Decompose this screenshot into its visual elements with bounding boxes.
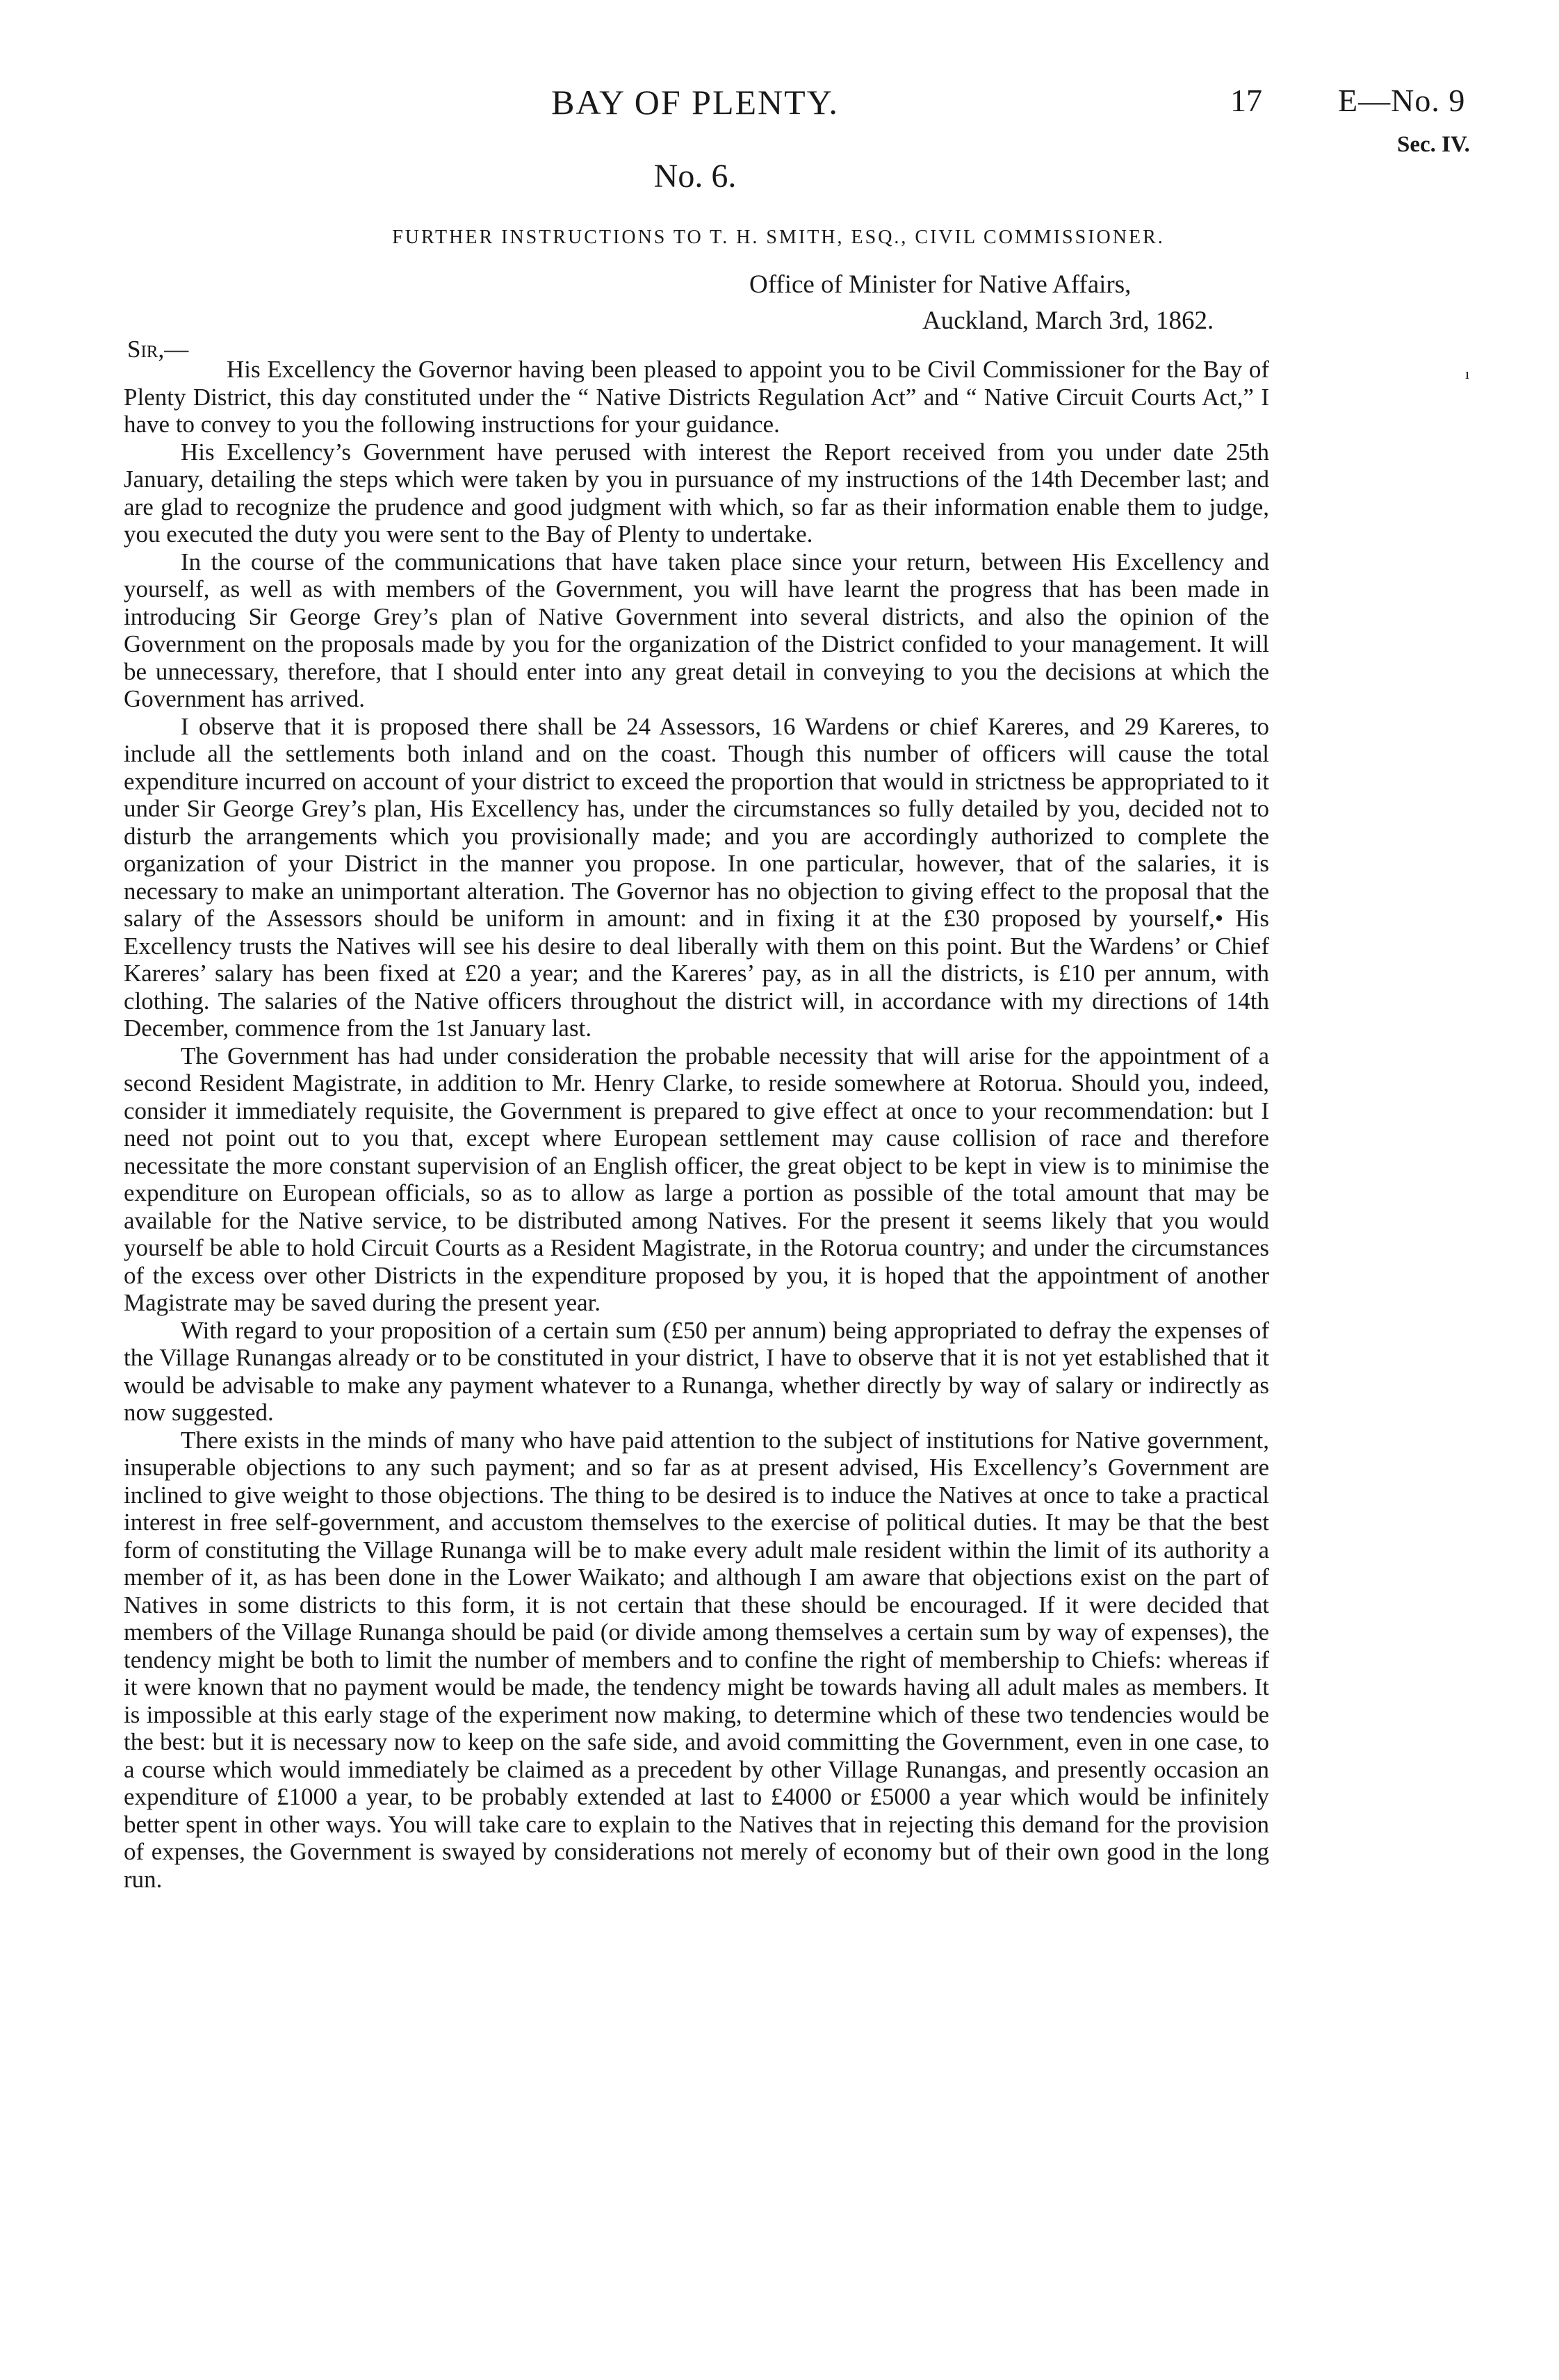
section-reference: Sec. IV. — [1397, 132, 1470, 157]
margin-mark: ı — [1465, 365, 1470, 382]
paragraph-2: His Excellency’s Government have perused with interest the Report received from you under date 25th January, detailing the steps which were taken by you in pursuance of my instructions of the 14th December last; and are glad to recognize the prudence and good judgment with which, so far as their information enable them to judge, you executed the duty you were sent to the Bay of Plenty to undertake. — [124, 438, 1269, 548]
page-number: 17 — [1230, 83, 1262, 118]
paragraph-6: With regard to your proposition of a certain sum (£50 per annum) being appropriated to defray the expenses of the Village Runangas already or to be constituted in your district, I have to observe that it is not yet established that it would be advisable to make any payment whatever to a Runanga, whether directly by way of salary or indirectly as now suggested. — [124, 1316, 1269, 1426]
letter-body — [124, 356, 1269, 1893]
paragraph-7: There exists in the minds of many who have paid attention to the subject of institutions for Native government, insuperable objections to any such payment; and so far as at present advised, His Excellency’s Government are inclined to give weight to those objections. The thing to be desired is to induce the Natives at once to take a practical interest in free self-government, and accustom themselves to the exercise of political duties. It may be that the best form of constituting the Village Runanga will be to make every adult male resident within the limit of its authority a member of it, as has been done in the Lower Waikato; and although I am aware that objections exist on the part of Natives in some districts to this form, it is not certain that these should be encouraged. If it were decided that members of the Village Runanga should be paid (or divide among themselves a certain sum by way of expenses), the tendency might be both to limit the number of members and to confine the right of membership to Chiefs: whereas if it were known that no payment would be made, the tendency might be towards having all adult males as members. It is impossible at this early stage of the experiment now making, to determine which of these two tendencies would be the best: but it is necessary now to keep on the safe side, and avoid committing the Government, even in one case, to a course which would immediately be claimed as a precedent by other Village Runangas, and presently occasion an expenditure of £1000 a year, to be probably extended at last to £4000 or £5000 a year which would be infinitely better spent in other ways. You will take care to explain to the Natives that in rejecting this demand for the provision of expenses, the Government is swayed by considerations not merely of economy but of their own good in the long run. — [124, 1426, 1269, 1893]
document-reference: E—No. 9 — [1338, 83, 1466, 118]
paragraph-3: In the course of the communications that have taken place since your return, between His Excellency and yourself, as well as with members of the Government, you will have learnt the progress that has been made in introducing Sir George Grey’s plan of Native Government into several districts, and also the opinion of the Government on the proposals made by you for the organization of the District confided to your management. It will be unnecessary, therefore, that I should enter into any great detail in conveying to you the decisions at which the Government has arrived. — [124, 548, 1269, 712]
paragraph-1: His Excellency the Governor having been pleased to appoint you to be Civil Commissioner for the Bay of Plenty District, this day constituted under the “ Native Districts Regulation Act” and “ Native Circuit Courts Act,” I have to convey to you the following instructions for your guidance. — [124, 356, 1269, 438]
paragraph-5: The Government has had under consideration the probable necessity that will arise for the appointment of a second Resident Magistrate, in addition to Mr. Henry Clarke, to reside somewhere at Rotorua. Should you, indeed, consider it immediately requisite, the Government is prepared to give effect at once to your recommendation: but I need not point out to you that, except where European settlement may cause collision of race and therefore necessitate the more constant supervision of an English officer, the great object to be kept in view is to minimise the expenditure on European officials, so as to allow as large a portion as possible of the total amount that may be available for the Native service, to be distributed among Natives. For the present it seems likely that you would yourself be able to hold Circuit Courts as a Resident Magistrate, in the Rotorua country; and under the circumstances of the excess over other Districts in the expenditure proposed by you, it is hoped that the appointment of another Magistrate may be saved during the present year. — [124, 1042, 1269, 1316]
document-heading: FURTHER INSTRUCTIONS TO T. H. SMITH, ESQ., CIVIL COMMISSIONER. — [392, 227, 1165, 248]
paragraph-4: I observe that it is proposed there shall be 24 Assessors, 16 Wardens or chief Kareres, and 29 Kareres, to include all the settlements both inland and on the coast. Though this number of officers will cause the total expenditure incurred on account of your district to exceed the proportion that would in strictness be appropriated to it under Sir George Grey’s plan, His Excellency has, under the circumstances so fully detailed by you, decided not to disturb the arrangements which you provisionally made; and you are accordingly authorized to complete the organization of your District in the manner you propose. In one particular, however, that of the salaries, it is necessary to make an unimportant alteration. The Governor has no objection to giving effect to the proposal that the salary of the Assessors should be uniform in amount: and in fixing it at the £30 proposed by yourself,• His Excellency trusts the Natives will see his desire to deal liberally with them on this point. But the Wardens’ or Chief Kareres’ salary has been fixed at £20 a year; and the Kareres’ pay, as in all the districts, is £10 per annum, with clothing. The salaries of the Native officers throughout the district will, in accordance with my directions of 14th December, commence from the 1st January last. — [124, 712, 1269, 1042]
address-office: Office of Minister for Native Affairs, — [749, 270, 1132, 299]
document-number: No. 6. — [653, 158, 737, 195]
salutation: Sir,— — [127, 336, 189, 363]
address-place-date: Auckland, March 3rd, 1862. — [922, 306, 1214, 335]
running-title: BAY OF PLENTY. — [551, 83, 839, 122]
